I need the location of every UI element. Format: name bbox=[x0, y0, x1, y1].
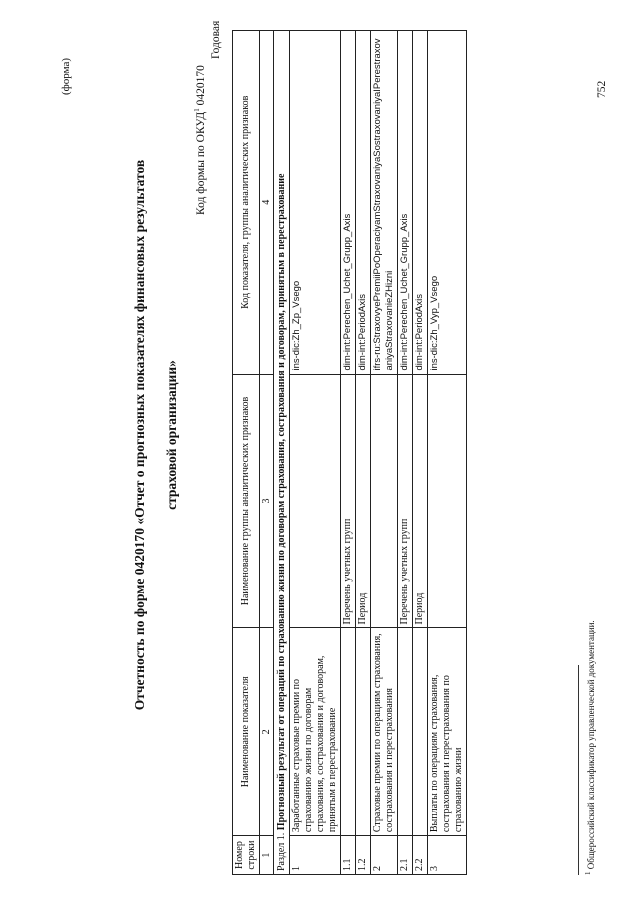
row-number: 1.2 bbox=[356, 836, 371, 875]
okud-value: 0420170 bbox=[194, 65, 207, 106]
okud-label: Код формы по ОКУД bbox=[194, 111, 207, 215]
section-prefix: Раздел 1. bbox=[276, 832, 287, 871]
footnote bbox=[584, 620, 596, 875]
header-indicator-code: Код показателя, группы аналитических признаков bbox=[233, 31, 260, 375]
indicator-code: dim-int:PeriodAxis bbox=[356, 31, 371, 375]
column-index: 4 bbox=[260, 31, 274, 375]
indicator-table bbox=[232, 30, 467, 875]
table-row bbox=[356, 31, 371, 875]
table-row bbox=[371, 31, 398, 875]
indicator-name bbox=[398, 628, 413, 836]
indicator-name: Выплаты по операциям страхования, сострахования и перестрахования по страхованию жизни bbox=[428, 628, 467, 836]
table-row bbox=[341, 31, 356, 875]
indicator-code: ifrs-ru:StraxovyePremiiPoOperaciyamStraxovaniyaSostraxovaniyaIPerestraxovaniyaStraxovanieZHizni bbox=[371, 31, 398, 375]
footnote-text: Общероссийский классификатор управленческой документации. bbox=[586, 620, 596, 870]
page-number: 752 bbox=[596, 80, 608, 98]
indicator-name: Заработанные страховые премии по страхованию жизни по договорам страхования, сострахования и договорам, принятым в перестрахование bbox=[290, 628, 341, 836]
indicator-code: dim-int:PeriodAxis bbox=[413, 31, 428, 375]
column-index-row bbox=[260, 31, 274, 875]
indicator-name bbox=[341, 628, 356, 836]
table-header-row bbox=[233, 31, 260, 875]
group-name: Период bbox=[356, 374, 371, 628]
header-group-name: Наименование группы аналитических признаков bbox=[233, 374, 260, 628]
group-name bbox=[428, 374, 467, 628]
column-index: 3 bbox=[260, 374, 274, 628]
indicator-name bbox=[356, 628, 371, 836]
group-name: Перечень учетных групп bbox=[398, 374, 413, 628]
group-name bbox=[290, 374, 341, 628]
row-number: 2 bbox=[371, 836, 398, 875]
periodicity: Годовая bbox=[210, 20, 222, 59]
section-title-text: Прогнозный результат от операций по страхованию жизни по договорам страхования, сострахования и договорам, принятым в перестрахование bbox=[276, 173, 287, 831]
row-number: 2.2 bbox=[413, 836, 428, 875]
row-number: 1.1 bbox=[341, 836, 356, 875]
table-row bbox=[290, 31, 341, 875]
document-title-line1: Отчетность по форме 0420170 «Отчет о прогнозных показателях финансовых результатов bbox=[132, 159, 147, 711]
group-name bbox=[371, 374, 398, 628]
indicator-code: dim-int:Perechen_Uchet_Grupp_Axis bbox=[341, 31, 356, 375]
section-row bbox=[274, 31, 290, 875]
okud-footnote-mark: 1 bbox=[193, 108, 201, 112]
row-number: 3 bbox=[428, 836, 467, 875]
column-index: 1 bbox=[260, 836, 274, 875]
row-number: 2.1 bbox=[398, 836, 413, 875]
footnote-divider bbox=[578, 665, 579, 875]
document-title-line2: страховой организации» bbox=[164, 360, 179, 510]
column-index: 2 bbox=[260, 628, 274, 836]
indicator-name: Страховые премии по операциям страхования, сострахования и перестрахования bbox=[371, 628, 398, 836]
okud-code bbox=[193, 65, 207, 215]
header-row-number: Номер строки bbox=[233, 836, 260, 875]
table-row bbox=[428, 31, 467, 875]
table-row bbox=[398, 31, 413, 875]
indicator-name bbox=[413, 628, 428, 836]
group-name: Период bbox=[413, 374, 428, 628]
table-row bbox=[413, 31, 428, 875]
footnote-mark: 1 bbox=[584, 871, 592, 875]
group-name: Перечень учетных групп bbox=[341, 374, 356, 628]
section-title bbox=[274, 31, 290, 875]
indicator-code: dim-int:Perechen_Uchet_Grupp_Axis bbox=[398, 31, 413, 375]
row-number: 1 bbox=[290, 836, 341, 875]
indicator-code: ins-dic:Zh_Zp_Vsego bbox=[290, 31, 341, 375]
header-indicator-name: Наименование показателя bbox=[233, 628, 260, 836]
indicator-code: ins-dic:Zh_Vyp_Vsego bbox=[428, 31, 467, 375]
form-label: (форма) bbox=[60, 57, 72, 95]
